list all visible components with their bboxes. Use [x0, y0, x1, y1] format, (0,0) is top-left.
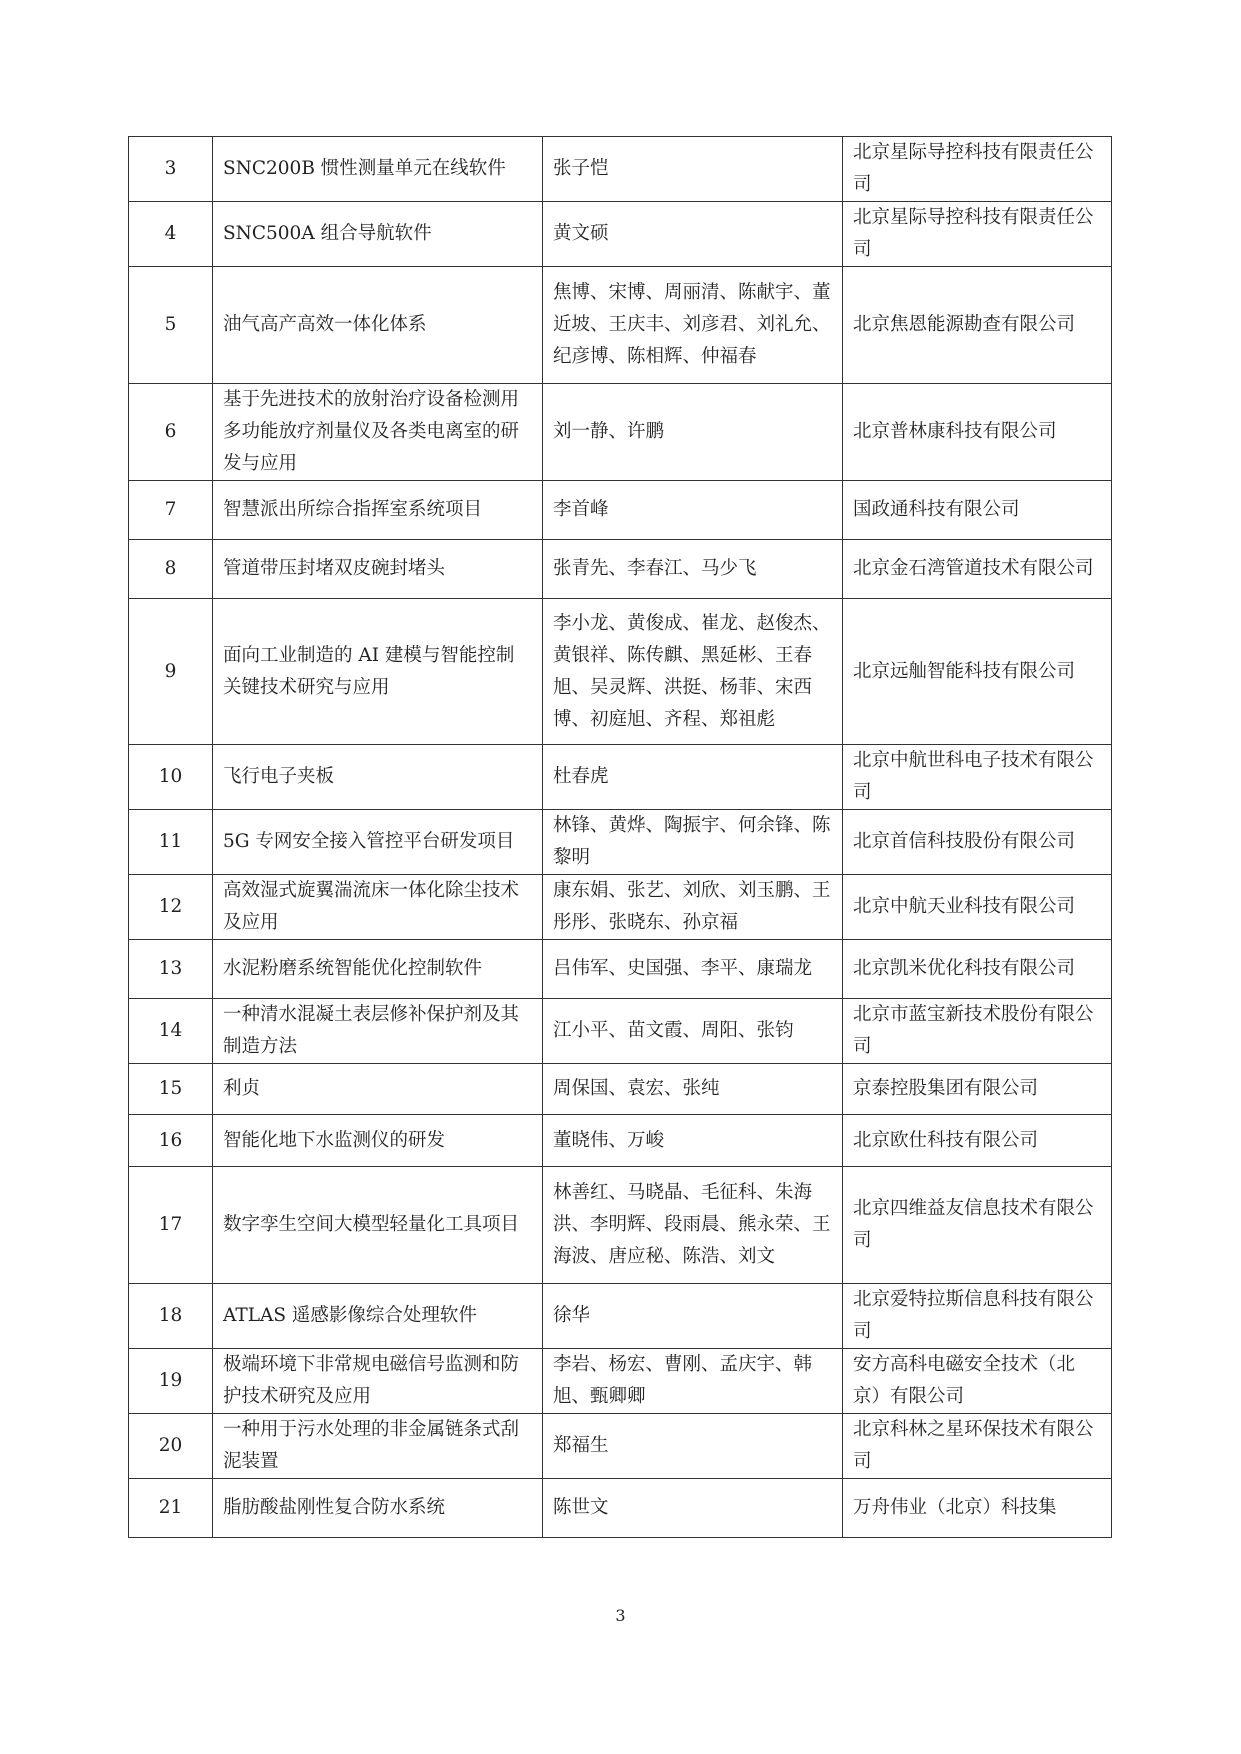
table-row: [129, 599, 1112, 745]
table-body: [129, 137, 1112, 1538]
project-title: 5G 专网安全接入管控平台研发项目: [213, 810, 543, 875]
table-row: [129, 999, 1112, 1064]
organization-name: 北京金石湾管道技术有限公司: [843, 540, 1112, 599]
project-members: 康东娟、张艺、刘欣、刘玉鹏、王彤彤、张晓东、孙京福: [543, 875, 843, 940]
project-members: 徐华: [543, 1284, 843, 1349]
table-row: [129, 1115, 1112, 1167]
row-number: 8: [129, 540, 213, 599]
organization-name: 万舟伟业（北京）科技集: [843, 1479, 1112, 1538]
row-number: 9: [129, 599, 213, 745]
row-number: 17: [129, 1167, 213, 1284]
organization-name: 北京凯米优化科技有限公司: [843, 940, 1112, 999]
project-members: 杜春虎: [543, 745, 843, 810]
table-row: [129, 267, 1112, 384]
table-row: [129, 940, 1112, 999]
table-row: [129, 1284, 1112, 1349]
organization-name: 京泰控股集团有限公司: [843, 1064, 1112, 1115]
organization-name: 国政通科技有限公司: [843, 481, 1112, 540]
project-members: 焦博、宋博、周丽清、陈献宇、董近坡、王庆丰、刘彦君、刘礼允、纪彦博、陈相辉、仲福春: [543, 267, 843, 384]
row-number: 6: [129, 384, 213, 481]
table-row: [129, 1479, 1112, 1538]
project-title: 水泥粉磨系统智能优化控制软件: [213, 940, 543, 999]
organization-name: 北京远舢智能科技有限公司: [843, 599, 1112, 745]
table-row: [129, 1167, 1112, 1284]
project-title: 智慧派出所综合指挥室系统项目: [213, 481, 543, 540]
row-number: 4: [129, 202, 213, 267]
project-members: 李小龙、黄俊成、崔龙、赵俊杰、黄银祥、陈传麒、黑延彬、王春旭、吴灵辉、洪挺、杨菲、宋西博、初庭旭、齐程、郑祖彪: [543, 599, 843, 745]
project-members: 林锋、黄烨、陶振宇、何余锋、陈黎明: [543, 810, 843, 875]
row-number: 14: [129, 999, 213, 1064]
organization-name: 北京首信科技股份有限公司: [843, 810, 1112, 875]
organization-name: 北京爱特拉斯信息科技有限公司: [843, 1284, 1112, 1349]
organization-name: 北京星际导控科技有限责任公司: [843, 137, 1112, 202]
organization-name: 北京科林之星环保技术有限公司: [843, 1414, 1112, 1479]
project-title: 脂肪酸盐刚性复合防水系统: [213, 1479, 543, 1538]
project-members: 周保国、袁宏、张纯: [543, 1064, 843, 1115]
row-number: 3: [129, 137, 213, 202]
project-title: 智能化地下水监测仪的研发: [213, 1115, 543, 1167]
row-number: 19: [129, 1349, 213, 1414]
row-number: 12: [129, 875, 213, 940]
row-number: 21: [129, 1479, 213, 1538]
project-members: 黄文硕: [543, 202, 843, 267]
organization-name: 北京中航世科电子技术有限公司: [843, 745, 1112, 810]
project-members: 李首峰: [543, 481, 843, 540]
row-number: 18: [129, 1284, 213, 1349]
row-number: 16: [129, 1115, 213, 1167]
project-title: SNC200B 惯性测量单元在线软件: [213, 137, 543, 202]
project-title: 面向工业制造的 AI 建模与智能控制关键技术研究与应用: [213, 599, 543, 745]
organization-name: 安方高科电磁安全技术（北京）有限公司: [843, 1349, 1112, 1414]
organization-name: 北京市蓝宝新技术股份有限公司: [843, 999, 1112, 1064]
project-title: 管道带压封堵双皮碗封堵头: [213, 540, 543, 599]
table-row: [129, 540, 1112, 599]
project-title: 基于先进技术的放射治疗设备检测用多功能放疗剂量仪及各类电离室的研发与应用: [213, 384, 543, 481]
project-title: 利贞: [213, 1064, 543, 1115]
organization-name: 北京中航天业科技有限公司: [843, 875, 1112, 940]
project-title: 飞行电子夹板: [213, 745, 543, 810]
table-row: [129, 481, 1112, 540]
table-row: [129, 1064, 1112, 1115]
project-title: 一种清水混凝土表层修补保护剂及其制造方法: [213, 999, 543, 1064]
project-title: SNC500A 组合导航软件: [213, 202, 543, 267]
project-members: 陈世文: [543, 1479, 843, 1538]
table-row: [129, 202, 1112, 267]
organization-name: 北京普林康科技有限公司: [843, 384, 1112, 481]
row-number: 11: [129, 810, 213, 875]
awards-table: [128, 136, 1112, 1538]
organization-name: 北京焦恩能源勘查有限公司: [843, 267, 1112, 384]
table-row: [129, 137, 1112, 202]
project-title: 极端环境下非常规电磁信号监测和防护技术研究及应用: [213, 1349, 543, 1414]
organization-name: 北京四维益友信息技术有限公司: [843, 1167, 1112, 1284]
project-members: 刘一静、许鹏: [543, 384, 843, 481]
row-number: 20: [129, 1414, 213, 1479]
project-title: ATLAS 遥感影像综合处理软件: [213, 1284, 543, 1349]
row-number: 13: [129, 940, 213, 999]
row-number: 7: [129, 481, 213, 540]
project-members: 张青先、李春江、马少飞: [543, 540, 843, 599]
row-number: 10: [129, 745, 213, 810]
project-members: 江小平、苗文霞、周阳、张钧: [543, 999, 843, 1064]
row-number: 15: [129, 1064, 213, 1115]
table-row: [129, 1349, 1112, 1414]
table-row: [129, 875, 1112, 940]
project-members: 张子恺: [543, 137, 843, 202]
project-title: 高效湿式旋翼湍流床一体化除尘技术及应用: [213, 875, 543, 940]
project-title: 数字孪生空间大模型轻量化工具项目: [213, 1167, 543, 1284]
table-row: [129, 384, 1112, 481]
table-row: [129, 810, 1112, 875]
organization-name: 北京星际导控科技有限责任公司: [843, 202, 1112, 267]
project-members: 吕伟军、史国强、李平、康瑞龙: [543, 940, 843, 999]
page-number: 3: [615, 1606, 626, 1625]
project-title: 一种用于污水处理的非金属链条式刮泥装置: [213, 1414, 543, 1479]
project-members: 李岩、杨宏、曹刚、孟庆宇、韩旭、甄卿卿: [543, 1349, 843, 1414]
project-members: 郑福生: [543, 1414, 843, 1479]
organization-name: 北京欧仕科技有限公司: [843, 1115, 1112, 1167]
project-title: 油气高产高效一体化体系: [213, 267, 543, 384]
project-members: 董晓伟、万峻: [543, 1115, 843, 1167]
row-number: 5: [129, 267, 213, 384]
project-members: 林善红、马晓晶、毛征科、朱海洪、李明辉、段雨晨、熊永荣、王海波、唐应秘、陈浩、刘文: [543, 1167, 843, 1284]
table-row: [129, 745, 1112, 810]
table-row: [129, 1414, 1112, 1479]
